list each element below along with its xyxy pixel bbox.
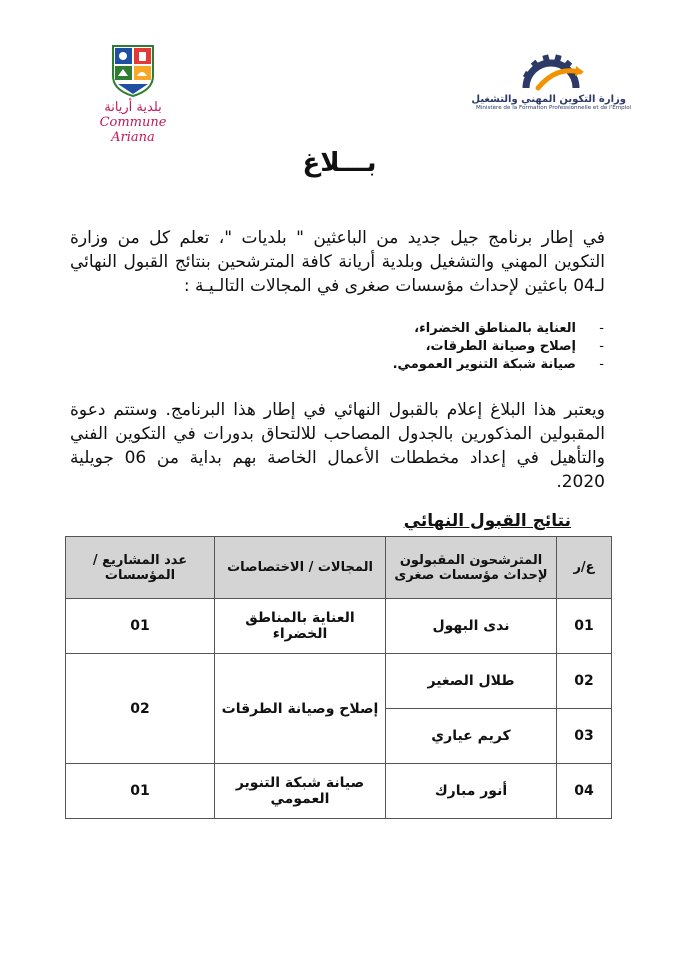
ariana-coat-of-arms-icon [110,42,156,98]
candidate-name: كريم عياري [386,709,557,764]
row-number: 03 [557,709,612,764]
results-table [65,536,612,819]
announcement-title: بـــلاغ [302,148,377,178]
candidate-name: طلال الصغير [386,654,557,709]
project-count: 01 [66,599,215,654]
ministry-name-french: Ministère de la Formation Professionnelle et de l'Emploi [476,105,632,111]
candidate-domain: صيانة شبكة التنوير العمومي [215,764,386,819]
candidate-name: أنور مبارك [386,764,557,819]
domains-list [244,320,604,374]
commune-ariana-logo [78,42,188,145]
commune-name-french: Commune Ariana [99,115,167,145]
row-number: 04 [557,764,612,819]
ministry-name-arabic: وزارة التكوين المهني والتشغيل [471,94,626,105]
gear-icon [516,50,586,92]
row-number: 02 [557,654,612,709]
table-row [66,764,612,819]
intro-paragraph: في إطار برنامج جيل جديد من الباعثين " بلديات "، تعلم كل من وزارة التكوين المهني والتشغيل وبلدية أريانة كافة المترشحين بنتائج القبول النهائي لـ04 باعثين لإحداث مؤسسات صغرى في المجالات التالـيـة : [70,228,605,296]
domain-label: العناية بالمناطق الخضراء، [414,321,576,336]
domain-label: إصلاح وصيانة الطرقات، [425,339,576,354]
table-header-row [66,537,612,599]
header-candidates: المترشحون المقبولون لإحداث مؤسسات صغرى [386,537,557,599]
domain-label: صيانة شبكة التنوير العمومي. [392,357,576,372]
row-number: 01 [557,599,612,654]
table-row [66,599,612,654]
header-number: ع/ر [557,537,612,599]
commune-name-arabic: بلدية أريانة [104,100,162,115]
project-count: 02 [66,654,215,764]
list-item: - إصلاح وصيانة الطرقات، [425,339,604,354]
list-item: - صيانة شبكة التنوير العمومي. [392,357,604,372]
ministry-logo [471,50,632,130]
table-row [66,654,612,709]
candidate-domain: العناية بالمناطق الخضراء [215,599,386,654]
candidate-name: ندى البهول [386,599,557,654]
results-table-title: نتائج القبول النهائي [403,511,571,531]
candidate-domain: إصلاح وصيانة الطرقات [215,654,386,764]
header-projects: عدد المشاريع / المؤسسات [66,537,215,599]
project-count: 01 [66,764,215,819]
list-item: - العناية بالمناطق الخضراء، [414,321,604,336]
closing-paragraph: ويعتبر هذا البلاغ إعلام بالقبول النهائي في إطار هذا البرنامج. وستتم دعوة المقبولين المذكورين بالجدول المصاحب للالتحاق بدورات في التكوين الفني والتأهيل في إعداد مخططات الأعمال الخاصة بهم بداية من 06 جويلية 2020. [70,400,605,492]
header-domains: المجالات / الاختصاصات [215,537,386,599]
